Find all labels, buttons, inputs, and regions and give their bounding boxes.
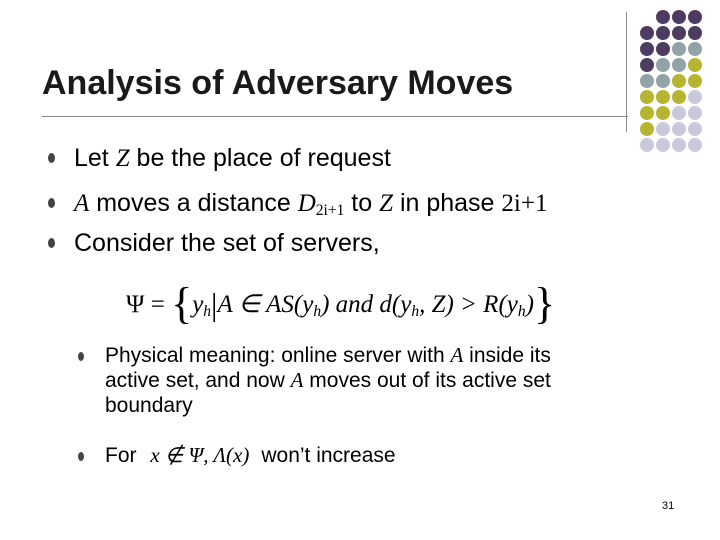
sub-bullet-2-text-b: won’t increase	[261, 444, 396, 467]
decorative-dot	[640, 106, 654, 120]
formula-y: y	[302, 291, 314, 318]
sub-bullet-1-text-c: active set, and now	[105, 369, 291, 392]
sub-bullet-2-text-a: For	[105, 444, 143, 467]
sub-bullet-1-text-b: inside its	[463, 344, 551, 367]
decorative-dot	[672, 122, 686, 136]
var-a: A	[74, 190, 90, 217]
formula-equals: =	[150, 291, 165, 318]
decorative-dot	[656, 122, 670, 136]
formula-y: y	[400, 291, 412, 318]
decorative-dot	[640, 122, 654, 136]
formula-comma-z-gt-r: , Z) > R(	[419, 291, 507, 318]
bullet-1-text-a: Let	[74, 144, 116, 172]
not-in-psi-formula: x ∉ Ψ, Λ(x)	[150, 443, 250, 467]
var-z: Z	[379, 190, 393, 217]
formula-close-brace: }	[533, 279, 556, 328]
decorative-dot	[656, 90, 670, 104]
horizontal-rule	[42, 116, 628, 117]
decorative-dot	[640, 58, 654, 72]
sub-bullet-2	[105, 443, 396, 468]
decorative-dot	[688, 10, 702, 24]
decorative-dot	[640, 138, 654, 152]
bullet-3	[74, 228, 380, 258]
formula-d-open: d(	[379, 291, 401, 318]
decorative-dot	[672, 10, 686, 24]
psi-set-formula	[126, 278, 555, 329]
decorative-dot	[672, 138, 686, 152]
formula-y: y	[506, 291, 518, 318]
sub-bullet-1-text-d: moves out of its active set	[303, 369, 551, 392]
bullet-2-text-a: moves a distance	[89, 189, 298, 217]
formula-close-paren: )	[321, 291, 330, 318]
decorative-dot	[688, 106, 702, 120]
formula-in-as: A ∈ AS(	[217, 291, 303, 318]
var-z: Z	[115, 145, 130, 172]
phase-value: 2i+1	[501, 190, 548, 217]
formula-and: and	[329, 291, 380, 318]
decorative-dot	[688, 26, 702, 40]
var-d: D	[297, 190, 316, 217]
formula-h-sub: h	[203, 302, 212, 320]
slide-title: Analysis of Adversary Moves	[42, 64, 514, 102]
decorative-dot	[656, 58, 670, 72]
decorative-dot	[640, 74, 654, 88]
decorative-dot	[672, 90, 686, 104]
sub-bullet-marker	[78, 352, 84, 361]
sub-bullet-marker	[78, 452, 84, 461]
page-number: 31	[662, 500, 675, 512]
bullet-marker	[48, 198, 55, 208]
decorative-dot	[656, 42, 670, 56]
decorative-dot	[672, 26, 686, 40]
decorative-dot	[688, 74, 702, 88]
bullet-2-text-c: in phase	[393, 189, 502, 217]
formula-open-brace: {	[171, 279, 193, 328]
decorative-dot	[672, 74, 686, 88]
var-d-subscript: 2i+1	[315, 201, 345, 219]
vertical-rule	[626, 12, 627, 132]
formula-h-sub: h	[411, 302, 420, 320]
bullet-marker	[48, 153, 55, 163]
formula-h-sub: h	[313, 302, 322, 320]
var-a: A	[450, 343, 464, 367]
formula-bar: |	[211, 286, 218, 322]
var-a: A	[290, 368, 304, 392]
decorative-dot	[688, 90, 702, 104]
decorative-dot	[656, 10, 670, 24]
sub-bullet-1	[105, 343, 551, 418]
decorative-dot	[688, 58, 702, 72]
decorative-dot	[688, 138, 702, 152]
decorative-dot	[672, 42, 686, 56]
formula-close-paren: )	[525, 291, 534, 318]
decorative-dot	[640, 90, 654, 104]
decorative-dot	[656, 106, 670, 120]
sub-bullet-1-text-a: Physical meaning: online server with	[105, 344, 451, 367]
decorative-dot	[656, 138, 670, 152]
sub-bullet-1-text-e: boundary	[105, 394, 193, 417]
decorative-dot	[672, 106, 686, 120]
bullet-2-text-b: to	[344, 189, 380, 217]
bullet-marker	[48, 238, 55, 248]
bullet-1	[74, 143, 391, 174]
bullet-1-text-b: be the place of request	[129, 144, 391, 172]
decorative-dot	[688, 42, 702, 56]
decorative-dot	[656, 26, 670, 40]
decorative-dot	[656, 74, 670, 88]
decorative-dot	[640, 26, 654, 40]
decorative-dot	[688, 122, 702, 136]
formula-psi: Ψ	[126, 291, 145, 318]
formula-y: y	[192, 291, 204, 318]
bullet-2	[74, 188, 547, 226]
formula-h-sub: h	[517, 302, 526, 320]
bullet-3-text: Consider the set of servers,	[74, 229, 380, 257]
decorative-dot	[640, 42, 654, 56]
decorative-dot	[672, 58, 686, 72]
